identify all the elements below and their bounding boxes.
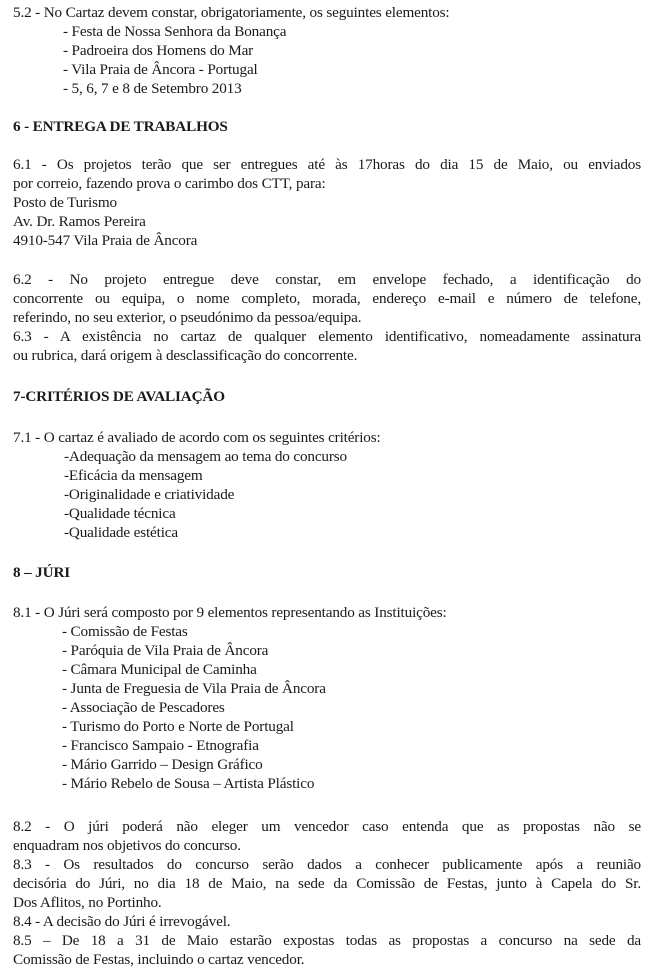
section-heading-8: 8 – JÚRI [13,564,71,581]
jury-item: - Francisco Sampaio - Etnografia [62,737,259,754]
section-heading-6: 6 - ENTREGA DE TRABALHOS [13,118,228,135]
clause-8-5-line: 8.5 – De 18 a 31 de Maio estarão expostas todas as propostas a concurso na sede da [13,932,641,949]
criteria-item: -Eficácia da mensagem [64,467,203,484]
criteria-item: -Qualidade técnica [64,505,176,522]
clause-6-1-line: 6.1 - Os projetos terão que ser entregues até às 17horas do dia 15 de Maio, ou enviados [13,156,641,173]
clause-8-2-line: enquadram nos objetivos do concurso. [13,837,241,854]
list-item: - 5, 6, 7 e 8 de Setembro 2013 [63,80,242,97]
clause-8-3-line: 8.3 - Os resultados do concurso serão dados a conhecer publicamente após a reunião [13,856,641,873]
list-item: - Vila Praia de Âncora - Portugal [63,61,258,78]
jury-item: - Associação de Pescadores [62,699,225,716]
clause-6-2-line: 6.2 - No projeto entregue deve constar, em envelope fechado, a identificação do [13,271,641,288]
jury-item: - Paróquia de Vila Praia de Âncora [62,642,269,659]
clause-6-2-line: referindo, no seu exterior, o pseudónimo da pessoa/equipa. [13,309,362,326]
clause-6-1-line: por correio, fazendo prova o carimbo dos CTT, para: [13,175,326,192]
list-item: - Padroeira dos Homens do Mar [63,42,254,59]
clause-8-4: 8.4 - A decisão do Júri é irrevogável. [13,913,231,930]
jury-item: - Comissão de Festas [62,623,188,640]
address-line: Posto de Turismo [13,194,117,211]
section-heading-7: 7-CRITÉRIOS DE AVALIAÇÃO [13,388,225,405]
clause-8-3-line: Dos Aflitos, no Portinho. [13,894,162,911]
clause-8-2-line: 8.2 - O júri poderá não eleger um vencedor caso entenda que as propostas não se [13,818,641,835]
clause-6-2-line: concorrente ou equipa, o nome completo, morada, endereço e-mail e número de telefone, [13,290,641,307]
jury-item: - Mário Rebelo de Sousa – Artista Plástico [62,775,315,792]
clause-5-2-intro: 5.2 - No Cartaz devem constar, obrigatoriamente, os seguintes elementos: [13,4,450,21]
clause-7-1: 7.1 - O cartaz é avaliado de acordo com os seguintes critérios: [13,429,381,446]
jury-item: - Mário Garrido – Design Gráfico [62,756,263,773]
clause-6-3-line: 6.3 - A existência no cartaz de qualquer elemento identificativo, nomeadamente assinatura [13,328,641,345]
criteria-item: -Qualidade estética [64,524,178,541]
address-line: Av. Dr. Ramos Pereira [13,213,146,230]
clause-6-3-line: ou rubrica, dará origem à desclassificação do concorrente. [13,347,358,364]
jury-item: - Câmara Municipal de Caminha [62,661,257,678]
address-line: 4910-547 Vila Praia de Âncora [13,232,198,249]
clause-8-3-line: decisória do Júri, no dia 18 de Maio, na sede da Comissão de Festas, junto à Capela do Sr. [13,875,641,892]
jury-item: - Turismo do Porto e Norte de Portugal [62,718,294,735]
criteria-item: -Adequação da mensagem ao tema do concurso [64,448,347,465]
clause-8-5-line: Comissão de Festas, incluindo o cartaz vencedor. [13,951,305,968]
clause-8-1: 8.1 - O Júri será composto por 9 elementos representando as Instituições: [13,604,447,621]
list-item: - Festa de Nossa Senhora da Bonança [63,23,287,40]
criteria-item: -Originalidade e criatividade [64,486,235,503]
jury-item: - Junta de Freguesia de Vila Praia de Âncora [62,680,326,697]
